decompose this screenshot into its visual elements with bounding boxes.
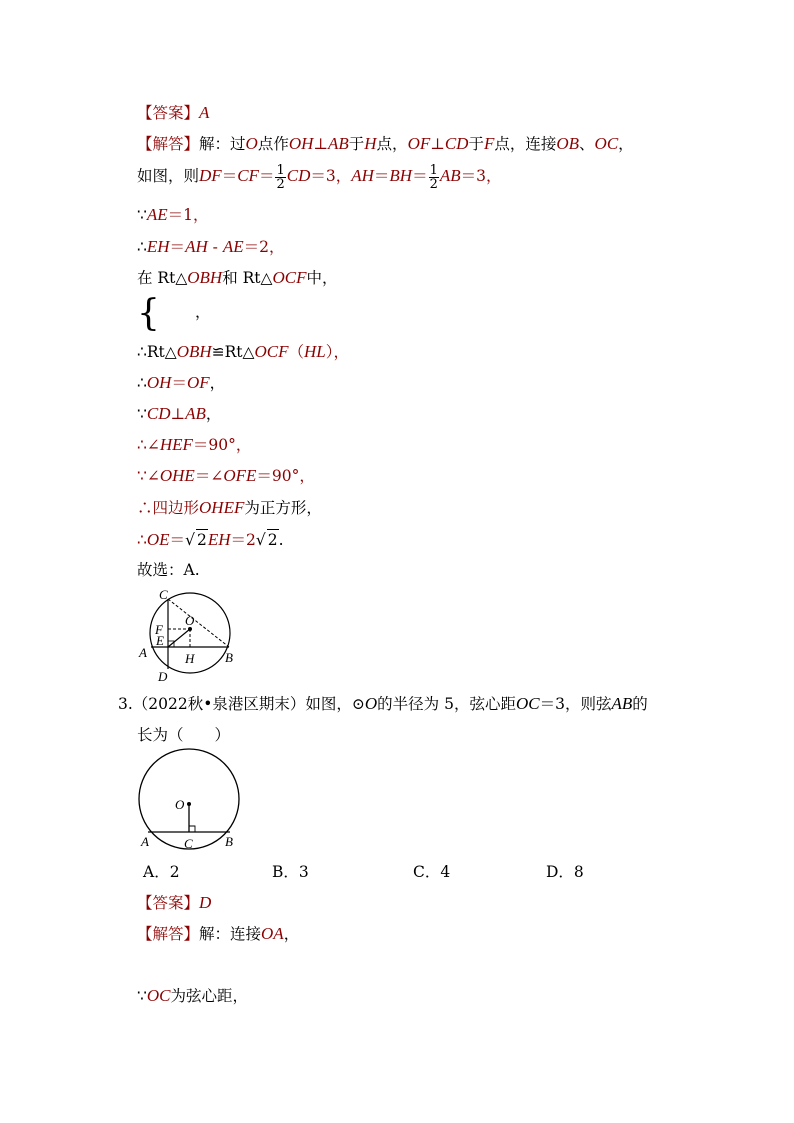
math: CD (286, 166, 311, 185)
math: OCF (272, 268, 307, 287)
symbol: ∴ (137, 531, 147, 549)
text: 如图，则 (137, 167, 200, 185)
label-a: A (141, 834, 149, 849)
label-c: C (184, 836, 193, 851)
math: OB (556, 134, 580, 153)
math: AB (327, 134, 349, 153)
text: 为正方形， (244, 499, 322, 517)
symbol: ＝ (221, 167, 238, 185)
label-b: B (225, 834, 233, 849)
text: 点， (376, 135, 408, 153)
text: 于 (468, 135, 484, 153)
denominator: 2 (429, 176, 438, 192)
symbol: - (207, 238, 223, 256)
text: （ (288, 343, 304, 361)
text: 点作 (257, 135, 289, 153)
math: EH (146, 237, 170, 256)
text: 于 (348, 135, 365, 153)
solution-line-2 (137, 163, 502, 191)
math: OF (407, 134, 431, 153)
text: ≌Rt△ (211, 343, 255, 361)
math: DF (199, 166, 222, 185)
text: 在 Rt△ (137, 269, 188, 287)
math: OC (146, 986, 171, 1005)
sqrt-radicand: 2 (267, 531, 278, 549)
math: CF (237, 166, 259, 185)
solution-line-10 (137, 435, 251, 455)
text: ＝1， (167, 206, 209, 224)
text: ， (209, 374, 226, 392)
fraction-half (429, 164, 439, 191)
math: O (245, 134, 258, 153)
label-o: O (185, 613, 195, 628)
text: 的半径为 5，弦心距 (377, 695, 516, 713)
symbol: ⊥ (313, 135, 328, 153)
symbol: ∵ (137, 206, 147, 224)
solution-line-12 (137, 498, 322, 518)
solution-line-5 (137, 268, 337, 288)
answer-value: A (199, 103, 210, 122)
symbol: ⊥ (170, 405, 186, 423)
circle (139, 749, 239, 849)
symbol: ＝ (171, 374, 187, 392)
label-d: D (158, 669, 168, 684)
solution-line-14: 故选：A. (137, 561, 200, 579)
text: ＝3，则弦 (539, 695, 612, 713)
question-3-line-1 (118, 694, 648, 714)
math: OBH (176, 342, 212, 361)
text: 点，连接 (494, 135, 557, 153)
math: OCF (254, 342, 289, 361)
center-point (187, 802, 191, 806)
math: OC (515, 694, 540, 713)
solution-2-line-1 (137, 924, 299, 944)
text: ∴四边形 (137, 499, 200, 517)
math: HL (303, 342, 326, 361)
symbol: ＝2 (230, 531, 256, 549)
text: 中， (306, 269, 338, 287)
label-f: F (155, 622, 163, 637)
sqrt-sign: √ (255, 531, 266, 549)
figure-circle-1 (133, 585, 243, 685)
math: CD (444, 134, 469, 153)
solution-line-7 (137, 342, 349, 362)
math: AE (222, 237, 244, 256)
math: CD (146, 404, 171, 423)
sqrt-radicand: 2 (196, 531, 207, 549)
math: AH (351, 166, 374, 185)
math: O (364, 694, 378, 713)
numerator: 1 (276, 162, 285, 178)
text: . (278, 531, 284, 549)
math: AB (439, 166, 461, 185)
symbol: ∵∠ (137, 467, 160, 485)
answer-line-2 (137, 893, 211, 913)
text: 为弦心距， (170, 987, 249, 1005)
math: OHEF (199, 498, 245, 517)
math: HEF (159, 435, 193, 454)
right-angle-mark (189, 826, 195, 832)
math: AH (185, 237, 208, 256)
answer-label: 【答案】 (137, 894, 200, 912)
math: OBH (187, 268, 223, 287)
math: AB (611, 694, 633, 713)
solution-line-1 (137, 134, 634, 154)
math: EH (207, 530, 231, 549)
text: ）， (325, 343, 349, 361)
symbol: ＝3， (460, 167, 502, 185)
text: （2022秋•泉港区期末）如图，⊙ (132, 695, 365, 713)
text: ， (283, 925, 300, 943)
option-a: A．2 (143, 863, 180, 881)
segment-oe (168, 629, 190, 647)
math: F (483, 134, 495, 153)
text: ＝2， (243, 238, 285, 256)
symbol: ∴∠ (137, 436, 160, 454)
math: OH (146, 373, 172, 392)
fraction-half (275, 164, 285, 191)
question-3-line-2: 长为（ ） (137, 726, 231, 744)
math: AB (185, 404, 206, 423)
label-o: O (175, 797, 185, 812)
math: H (364, 134, 377, 153)
label-e: E (156, 633, 164, 648)
answer-value: D (199, 893, 212, 912)
solution-line-9 (137, 404, 221, 424)
solution-label: 【解答】 (137, 135, 200, 153)
symbol: ∵ (137, 405, 147, 423)
sqrt-sign: √ (185, 531, 195, 549)
label-b: B (225, 650, 233, 665)
text: 、 (579, 135, 595, 153)
symbol: ＝ (258, 167, 275, 185)
text: 的 (632, 695, 648, 713)
text: ， (618, 135, 634, 153)
denominator: 2 (276, 176, 285, 192)
solution-2-line-2 (137, 986, 248, 1006)
math: OF (186, 373, 210, 392)
symbol: ＝3， (310, 167, 352, 185)
label-c: C (159, 587, 168, 602)
solution-label: 【解答】 (137, 925, 200, 943)
text: ， (205, 405, 222, 423)
text: 解：过 (199, 135, 246, 153)
symbol: ⊥ (430, 135, 445, 153)
numerator: 1 (429, 162, 438, 178)
symbol: ＝∠ (194, 467, 224, 485)
symbol: ∴ (137, 238, 147, 256)
solution-line-11 (137, 466, 315, 486)
math: OC (594, 134, 619, 153)
answer-label: 【答案】 (137, 104, 200, 122)
math: OHE (159, 466, 195, 485)
symbol: ＝ (412, 167, 428, 185)
label-a: A (139, 645, 147, 660)
symbol: ∵ (137, 987, 147, 1005)
math: OH (288, 134, 314, 153)
solution-line-3 (137, 205, 209, 225)
answer-line-1 (137, 103, 209, 123)
solution-line-4 (137, 237, 284, 257)
option-b: B．3 (272, 863, 309, 881)
option-d: D．8 (546, 863, 584, 881)
left-brace: { (137, 293, 160, 334)
option-c: C．4 (413, 863, 451, 881)
math: AE (146, 205, 168, 224)
text: ＝90°， (192, 436, 252, 454)
symbol: ∴ (137, 374, 147, 392)
math: OE (146, 530, 170, 549)
math: BH (389, 166, 413, 185)
symbol: ＝ (373, 167, 390, 185)
figure-circle-2 (133, 748, 248, 854)
text: ＝90°， (256, 467, 315, 485)
math: OFE (223, 466, 257, 485)
symbol: ＝ (169, 238, 186, 256)
question-number: 3. (118, 695, 133, 713)
solution-line-8 (137, 373, 225, 393)
solution-line-13 (137, 529, 284, 550)
math: OA (261, 924, 284, 943)
text: 解：连接 (199, 925, 262, 943)
label-h: H (185, 651, 195, 666)
text: ∴Rt△ (137, 343, 177, 361)
answer-options (0, 862, 794, 882)
text: 和 Rt△ (222, 269, 273, 287)
symbol: ＝ (169, 531, 186, 549)
comma: ， (195, 303, 211, 321)
